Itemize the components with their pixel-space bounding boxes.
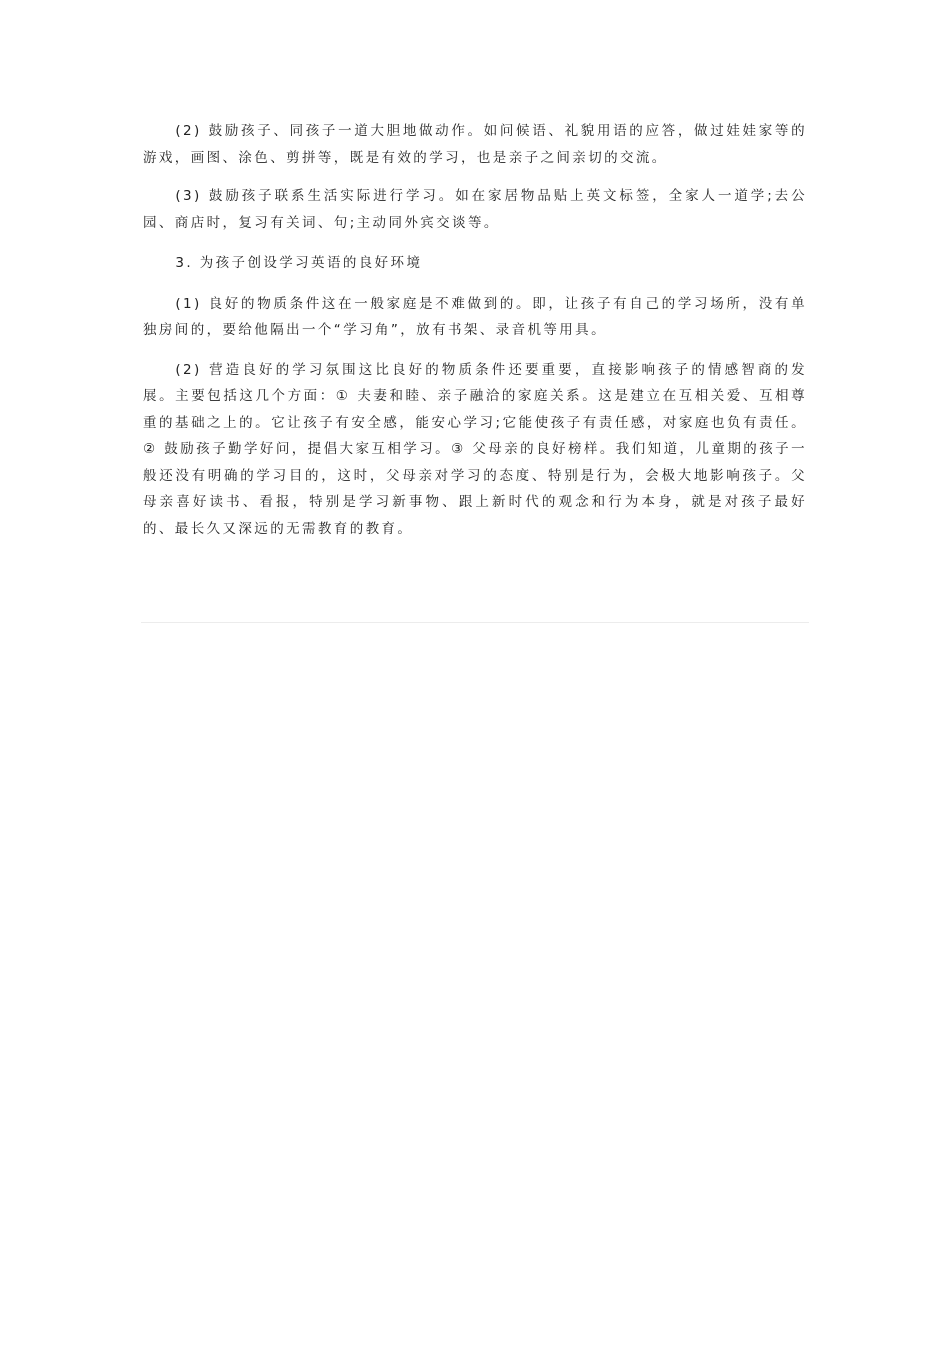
paragraph-learning-atmosphere: (2) 营造良好的学习氛围这比良好的物质条件还要重要，直接影响孩子的情感智商的发展。主要包括这几个方面：① 夫妻和睦、亲子融洽的家庭关系。这是建立在互相关爱、互相尊重的基础之上的。它让孩子有安全感，能安心学习;它能使孩子有责任感，对家庭也负有责任。② 鼓励孩子勤学好问，提倡大家互相学习。③ 父母亲的良好榜样。我们知道，儿童期的孩子一般还没有明确的学习目的，这时，父母亲对学习的态度、特别是行为，会极大地影响孩子。父母亲喜好读书、看报，特别是学习新事物、跟上新时代的观念和行为本身，就是对孩子最好的、最长久又深远的无需教育的教育。 — [143, 361, 807, 537]
paragraph-material-conditions: (1) 良好的物质条件这在一般家庭是不难做到的。即，让孩子有自己的学习场所，没有单独房间的，要给他隔出一个“学习角”，放有书架、录音机等用具。 — [143, 295, 807, 338]
paragraph-real-life-learning: (3) 鼓励孩子联系生活实际进行学习。如在家居物品贴上英文标签，全家人一道学;去公园、商店时，复习有关词、句;主动同外宾交谈等。 — [143, 188, 807, 231]
section-heading-environment: 3. 为孩子创设学习英语的良好环境 — [175, 255, 423, 271]
paragraph-encourage-actions: (2) 鼓励孩子、同孩子一道大胆地做动作。如问候语、礼貌用语的应答，做过娃娃家等的游戏，画图、涂色、剪拼等，既是有效的学习，也是亲子之间亲切的交流。 — [143, 123, 807, 166]
document-page — [143, 118, 807, 542]
bottom-divider — [141, 622, 809, 623]
